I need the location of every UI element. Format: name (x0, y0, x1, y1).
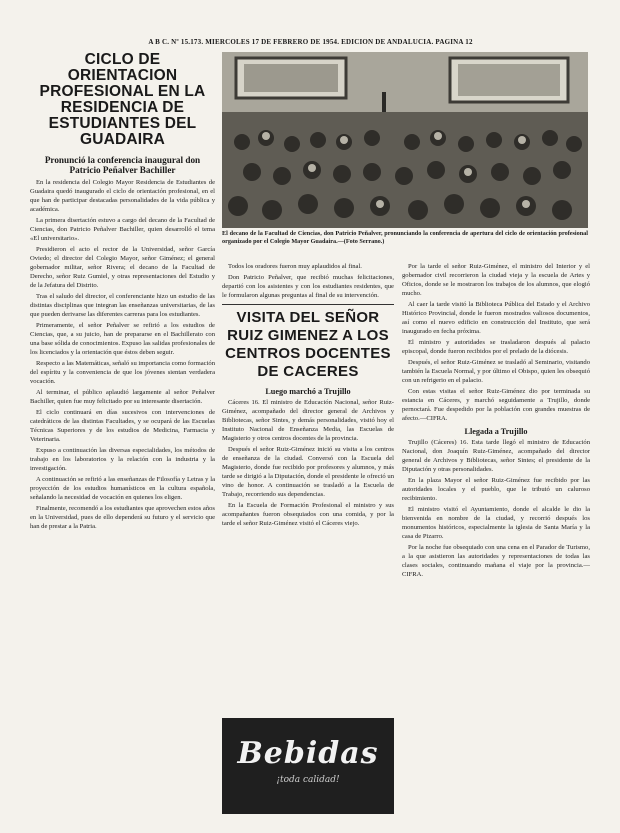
article-headline: VISITA DEL SEÑOR RUIZ GIMENEZ A LOS CENTROS DOCENTES DE CACERES (225, 309, 391, 380)
advertisement (222, 718, 394, 814)
paragraph: Por la tarde el señor Ruiz-Giménez, el ministro del Interior y el gobernador civil recorrieron la ciudad vieja y la escuela de Artes y Oficios, donde se le mostraron los trabajos de los alumnos, que elogió mucho. (402, 263, 590, 297)
paragraph: Al caer la tarde visitó la Biblioteca Pública del Estado y el Archivo Histórico Provincial, donde le fueron mostrados valiosos documentos, así como el nuevo edificio en construcción del Instituto, que será inaugurado en fecha próxima. (402, 301, 590, 335)
divider (222, 304, 394, 305)
article-subhead: Pronunció la conferencia inaugural don Patricio Peñalver Bachiller (44, 155, 201, 175)
paragraph: Presidieron el acto el rector de la Universidad, señor García Oviedo; el director del Colegio Mayor, señor Giménez; el general gobernador militar, señor Rivera; el decano de la Facultad de Derecho, señor Ruiz Gumiel, y otras representaciones del Estudio y de la Jefatura del Distrito. (30, 246, 215, 289)
right-column (402, 262, 590, 581)
middle-column (222, 262, 394, 530)
paragraph: A continuación se refirió a las enseñanzas de Filosofía y Letras y la proyección de los estudios humanísticos en la cultura española, señalando la necesidad de vocación en quienes los eligen. (30, 476, 215, 501)
audience-photo-illustration (222, 52, 588, 228)
paragraph: Con estas visitas el señor Ruiz-Giménez dio por terminada su estancia en Cáceres, y marchó seguidamente a Trujillo, donde pernoctará. Fue despedido por la población con grandes muestras de afecto.—CIFRA. (402, 388, 590, 422)
ad-tagline: ¡toda calidad! (276, 775, 340, 785)
paragraph: El ministro y autoridades se trasladaron después al palacio episcopal, donde fueron recibidos por el prelado de la diócesis. (402, 339, 590, 355)
article-subhead: Luego marchó a Trujillo (265, 387, 351, 396)
article-headline: CICLO DE ORIENTACION PROFESIONAL EN LA RESIDENCIA DE ESTUDIANTES DEL GUADAIRA (39, 51, 206, 148)
paragraph: Respecto a las Matemáticas, señaló su importancia como formación del espíritu y la conveniencia de que los jóvenes sientan verdadera vocación. (30, 360, 215, 385)
paragraph: En la Escuela de Formación Profesional el ministro y sus acompañantes fueron obsequiados con una comida, y por la tarde el señor Ruiz-Giménez visitó el Cáceres viejo. (222, 502, 394, 527)
paragraph: En la residencia del Colegio Mayor Residencia de Estudiantes de Guadaira quedó inaugurado el ciclo de orientación profesional, en el que han de participar destacadas personalidades de la vida pública y académica. (30, 179, 215, 213)
paragraph: Don Patricio Peñalver, que recibió muchas felicitaciones, departió con los asistentes y con los estudiantes residentes, que le formularon algunas preguntas al final de su intervención. (222, 274, 394, 299)
paragraph: Al terminar, el público aplaudió largamente al señor Peñalver Bachiller, quien fue muy felicitado por su interesante disertación. (30, 389, 215, 405)
ad-brand: Bebidas (237, 736, 379, 771)
paragraph: Tras el saludo del director, el conferenciante hizo un estudio de las distintas disciplinas que integran las enseñanzas universitarias, de las que pueden derivarse las diferentes carreras para los estudiantes. (30, 293, 215, 318)
paragraph: El ministro visitó el Ayuntamiento, donde el alcalde le dio la bienvenida en nombre de la ciudad, y recorrió después los monumentos históricos, especialmente la iglesia de Santa María y la casa de Pizarro. (402, 506, 590, 540)
photo-caption: El decano de la Facultad de Ciencias, don Patricio Peñalver, pronunciando la conferencia de apertura del ciclo de orientación profesional organizado por el Colegio Mayor Guadaira.—(Foto Serrano.) (222, 230, 588, 245)
paragraph: Todos los oradores fueron muy aplaudidos al final. (228, 263, 362, 270)
paragraph: Después, el señor Ruiz-Giménez se trasladó al Seminario, visitando también la Escuela Normal, y por último el Obispo, quien les obsequió con un refrigerio en el palacio. (402, 359, 590, 384)
paragraph: La primera disertación estuvo a cargo del decano de la Facultad de Ciencias, don Patricio Peñalver Bachiller, quien desarrolló el tema «El universitario». (30, 217, 215, 242)
masthead: A B C. Nº 15.173. MIERCOLES 17 DE FEBRERO DE 1954. EDICION DE ANDALUCIA. PAGINA 12 (148, 38, 473, 46)
paragraph: Cáceres 16. El ministro de Educación Nacional, señor Ruiz-Giménez, acompañado del director general de Archivos y Bibliotecas, señor Sintes, y demás personalidades, visitó hoy el Instituto Nacional de Enseñanza Media, las Escuelas de Magisterio y otros centros docentes de la provincia. (222, 399, 394, 442)
article-subhead: Llegada a Trujillo (464, 427, 528, 436)
paragraph: Expuso a continuación las diversas especialidades, los métodos de trabajo en los laboratorios y la relación con la industria y la investigación. (30, 447, 215, 472)
left-column (30, 52, 215, 533)
paragraph: Finalmente, recomendó a los estudiantes que aprovechen estos años en la Universidad, pues de ello dependerá su futuro y el servicio que han de prestar a la Patria. (30, 505, 215, 530)
news-photo (222, 52, 588, 228)
paragraph: Primeramente, el señor Peñalver se refirió a los estudios de Ciencias, que, a su juicio, han de prepararse en el Bachillerato con una base sólida de conocimientos. Expuso las salidas profesionales de los licenciados y la orientación que éstos deben seguir. (30, 322, 215, 356)
paragraph: Por la noche fue obsequiado con una cena en el Parador de Turismo, a la que asistieron las autoridades y representaciones de todas las clases sociales, continuando mañana el viaje por la provincia.—CIFRA. (402, 544, 590, 578)
paragraph: El ciclo continuará en días sucesivos con intervenciones de catedráticos de las distintas Facultades, y se ocupará de las Escuelas Técnicas Superiores y de los estudios de Medicina, Farmacia y Veterinaria. (30, 409, 215, 443)
paragraph: En la plaza Mayor el señor Ruiz-Giménez fue recibido por las autoridades locales y el pueblo, que le tributó un caluroso recibimiento. (402, 477, 590, 502)
paragraph: Trujillo (Cáceres) 16. Esta tarde llegó el ministro de Educación Nacional, don Joaquín Ruiz-Giménez, acompañado del director general de Archivos y Bibliotecas, señor Sintes; el presidente de la Diputación y otras personalidades. (402, 439, 590, 473)
paragraph: Después el señor Ruiz-Giménez inició su visita a los centros de enseñanza de la ciudad. Conversó con la Escuela del Magisterio, donde fue recibido por profesores y alumnos, y más tarde se dirigió a la Diputación, donde el presidente le ofreció un vino de honor. A continuación se trasladó a la Escuela de Trabajo, recorriendo sus dependencias. (222, 446, 394, 498)
